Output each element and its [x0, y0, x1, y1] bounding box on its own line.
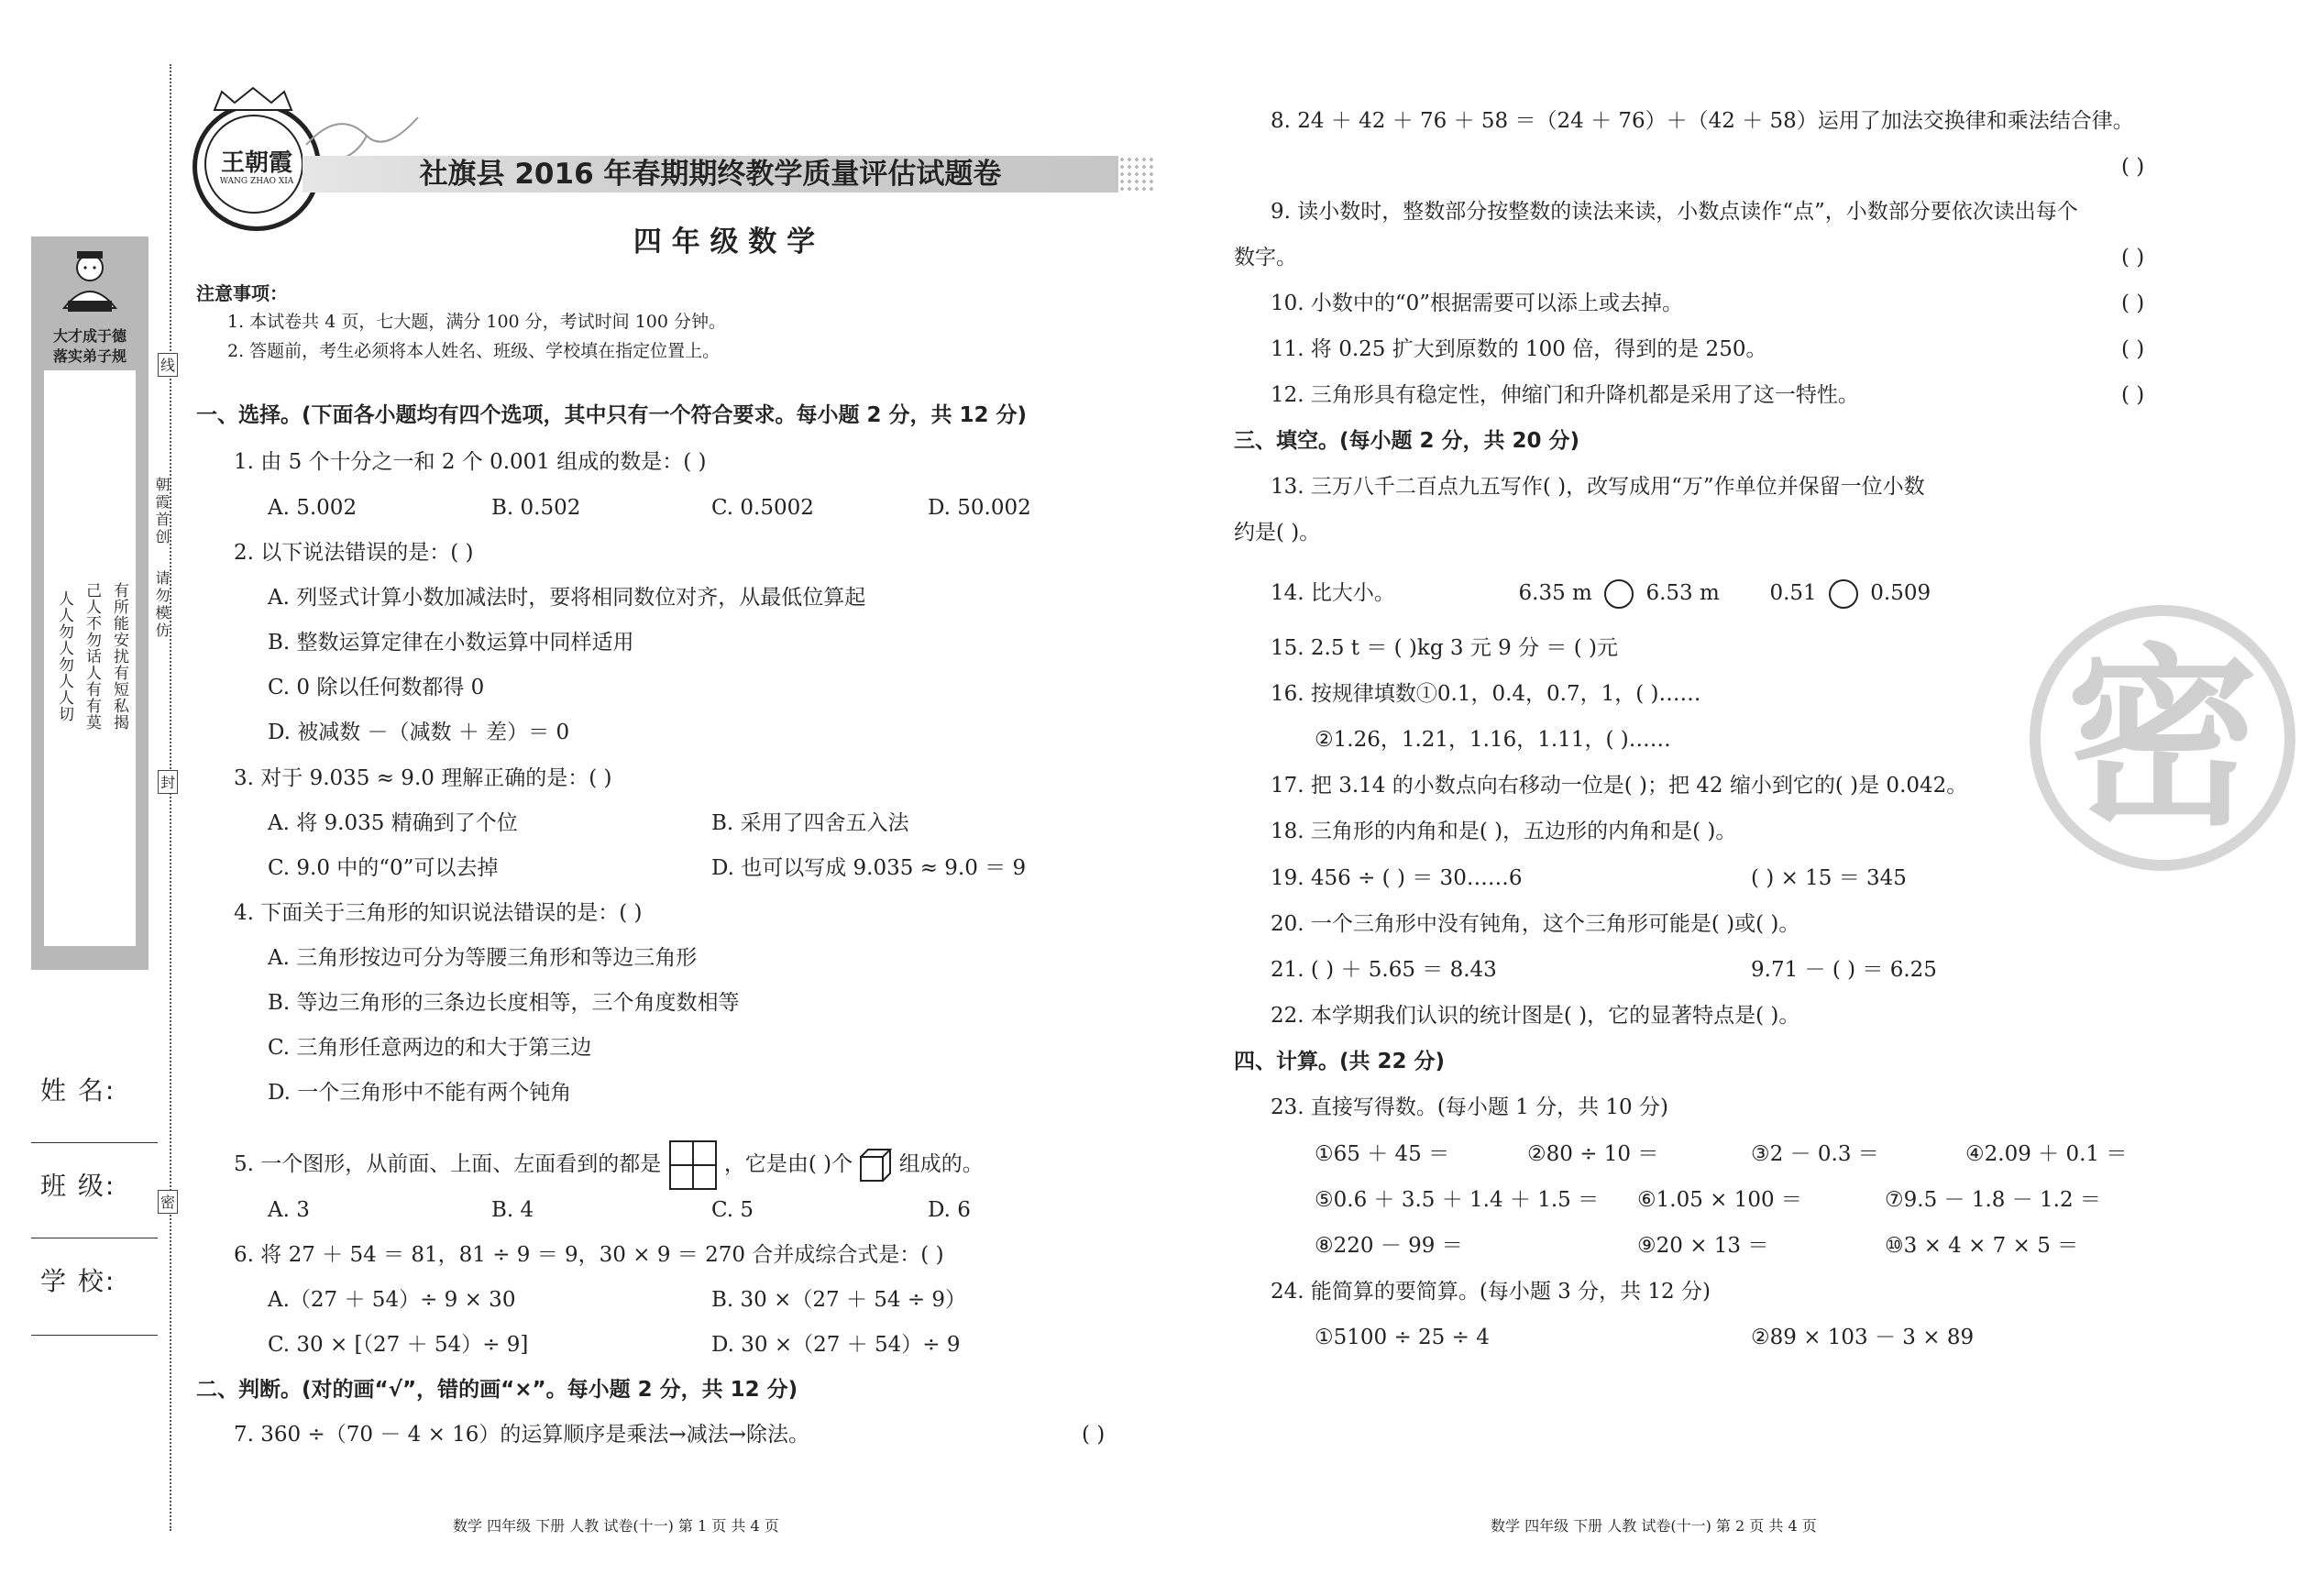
question-10: 10. 小数中的“0”根据需要可以添上或去掉。 — [1271, 292, 1684, 315]
scholar-illustration-icon — [51, 244, 128, 321]
q24-item-1: ①5100 ÷ 25 ÷ 4 — [1315, 1326, 1490, 1349]
question-7: 7. 360 ÷（70 － 4 × 16）的运算顺序是乘法→减法→除法。 — [234, 1423, 809, 1447]
q2-option-a[interactable]: A. 列竖式计算小数加减法时，要将相同数位对齐，从最低位算起 — [268, 586, 866, 610]
q4-option-b[interactable]: B. 等边三角形的三条边长度相等，三个角度数相等 — [268, 991, 740, 1015]
binding-mark-mid: 封 — [158, 770, 178, 794]
motto-bottom: 落实弟子规 — [52, 347, 127, 365]
school-line[interactable] — [31, 1335, 158, 1336]
section-4-heading: 四、计算。(共 22 分) — [1234, 1050, 1446, 1073]
title-band-dots — [1118, 156, 1155, 193]
q14-compare-circle-2[interactable] — [1829, 579, 1858, 609]
notice-heading: 注意事项： — [196, 282, 288, 304]
q5-text-c: 组成的。 — [898, 1152, 984, 1176]
q14-left-a: 6.35 m — [1518, 581, 1592, 605]
question-6: 6. 将 27 ＋ 54 ＝ 81，81 ÷ 9 ＝ 9，30 × 9 ＝ 270 合并成综合式是：( ) — [234, 1243, 944, 1267]
name-line[interactable] — [31, 1142, 158, 1143]
q11-answer-paren[interactable]: ( ) — [2121, 337, 2145, 361]
name-label: 姓 名: — [40, 1075, 116, 1106]
q7-answer-paren[interactable]: ( ) — [1082, 1423, 1106, 1447]
confidential-seal-text: 密 — [2065, 627, 2259, 852]
q14-compare-circle-1[interactable] — [1604, 579, 1634, 609]
question-15: 15. 2.5 t ＝ ( )kg 3 元 9 分 ＝ ( )元 — [1271, 636, 1618, 660]
q23-item-9: ⑨20 × 13 ＝ — [1637, 1234, 1769, 1258]
question-19a: 19. 456 ÷ ( ) ＝ 30……6 — [1271, 866, 1523, 890]
q14-right-a: 6.53 m — [1645, 581, 1720, 605]
q5-text-b: ，它是由( )个 — [723, 1152, 853, 1176]
motto-top: 大才成于德 — [52, 327, 127, 345]
q2-option-b[interactable]: B. 整数运算定律在小数运算中同样适用 — [268, 631, 634, 655]
notice-item-1: 1. 本试卷共 4 页，七大题，满分 100 分，考试时间 100 分钟。 — [227, 312, 727, 332]
q23-item-3: ③2 － 0.3 ＝ — [1751, 1142, 1879, 1166]
left-page-footer: 数学 四年级 下册 人教 试卷(十一) 第 1 页 共 4 页 — [453, 1517, 779, 1535]
question-17: 17. 把 3.14 的小数点向右移动一位是( )；把 42 缩小到它的( )是 0.042。 — [1271, 774, 1968, 798]
question-4: 4. 下面关于三角形的知识说法错误的是：( ) — [234, 901, 643, 925]
question-21b: 9.71 － ( ) ＝ 6.25 — [1751, 958, 1937, 982]
q5-text-a: 5. 一个图形，从前面、上面、左面看到的都是 — [234, 1152, 662, 1176]
q1-option-b[interactable]: B. 0.502 — [491, 496, 581, 520]
q14-label: 14. 比大小。 — [1271, 581, 1395, 605]
question-16-line1: 16. 按规律填数①0.1，0.4，0.7，1，( )…… — [1271, 682, 1701, 706]
question-9-line1: 9. 读小数时，整数部分按整数的读法来读，小数点读作“点”，小数部分要依次读出每个 — [1271, 200, 2078, 224]
q2-option-d[interactable]: D. 被减数 －（减数 ＋ 差）＝ 0 — [268, 721, 570, 744]
motto-column-2: 己人不勿话人有有莫 — [83, 582, 101, 731]
q23-item-5: ⑤0.6 ＋ 3.5 ＋ 1.4 ＋ 1.5 ＝ — [1315, 1188, 1600, 1212]
q23-item-8: ⑧220 － 99 ＝ — [1315, 1234, 1463, 1258]
question-19b: ( ) × 15 ＝ 345 — [1751, 866, 1907, 890]
question-23: 23. 直接写得数。(每小题 1 分，共 10 分) — [1271, 1095, 1668, 1119]
q23-item-7: ⑦9.5 － 1.8 － 1.2 ＝ — [1885, 1188, 2101, 1212]
section-3-heading: 三、填空。(每小题 2 分，共 20 分) — [1234, 429, 1580, 453]
q12-answer-paren[interactable]: ( ) — [2121, 383, 2145, 407]
q6-option-d[interactable]: D. 30 ×（27 ＋ 54）÷ 9 — [711, 1333, 961, 1357]
ribbon-decoration-icon — [303, 108, 422, 163]
section-1-heading: 一、选择。(下面各小题均有四个选项，其中只有一个符合要求。每小题 2 分，共 12 分) — [196, 403, 1028, 427]
q5-option-d[interactable]: D. 6 — [928, 1198, 971, 1222]
exam-title: 社旗县 2016 年春期期终教学质量评估试题卷 — [419, 158, 1002, 191]
q14-right-b: 0.509 — [1870, 581, 1931, 605]
q3-option-d[interactable]: D. 也可以写成 9.035 ≈ 9.0 ＝ 9 — [711, 856, 1027, 880]
two-square-view-icon — [668, 1139, 718, 1191]
q5-option-a[interactable]: A. 3 — [268, 1198, 310, 1222]
question-9-line2: 数字。 — [1234, 246, 1297, 270]
copyright-note-1: 朝霞首创 — [153, 477, 171, 546]
question-22: 22. 本学期我们认识的统计图是( )，它的显著特点是( )。 — [1271, 1004, 1800, 1028]
question-1: 1. 由 5 个十分之一和 2 个 0.001 组成的数是：( ) — [234, 450, 707, 474]
q9-answer-paren[interactable]: ( ) — [2121, 246, 2145, 270]
sidebar-motto-panel — [31, 237, 149, 970]
binding-mark-bottom: 密 — [158, 1190, 178, 1214]
notice-item-2: 2. 答题前，考生必须将本人姓名、班级、学校填在指定位置上。 — [227, 341, 721, 361]
question-2: 2. 以下说法错误的是：( ) — [234, 541, 474, 565]
q23-item-1: ①65 ＋ 45 ＝ — [1315, 1142, 1450, 1166]
q23-item-4: ④2.09 ＋ 0.1 ＝ — [1965, 1142, 2128, 1166]
motto-column-1: 人人勿人勿人人切 — [55, 590, 73, 722]
brand-logo-text: 王朝霞 — [220, 149, 292, 177]
q8-answer-paren[interactable]: ( ) — [2121, 155, 2145, 179]
q14-left-b: 0.51 — [1769, 581, 1817, 605]
class-label: 班 级: — [40, 1171, 116, 1201]
copyright-note-2: 请勿模仿 — [153, 570, 171, 640]
question-11: 11. 将 0.25 扩大到原数的 100 倍，得到的是 250。 — [1271, 337, 1767, 361]
q4-option-d[interactable]: D. 一个三角形中不能有两个钝角 — [268, 1081, 572, 1105]
q1-option-a[interactable]: A. 5.002 — [268, 496, 358, 520]
binding-mark-top: 线 — [158, 353, 178, 377]
q6-option-c[interactable]: C. 30 × [（27 ＋ 54）÷ 9] — [268, 1333, 529, 1357]
right-page-footer: 数学 四年级 下册 人教 试卷(十一) 第 2 页 共 4 页 — [1491, 1517, 1817, 1535]
school-label: 学 校: — [40, 1266, 116, 1296]
q5-option-c[interactable]: C. 5 — [711, 1198, 754, 1222]
q1-option-c[interactable]: C. 0.5002 — [711, 496, 814, 520]
q3-option-a[interactable]: A. 将 9.035 精确到了个位 — [268, 811, 518, 835]
motto-column-3: 有所能安扰有短私揭 — [110, 582, 128, 731]
q4-option-a[interactable]: A. 三角形按边可分为等腰三角形和等边三角形 — [268, 946, 698, 970]
question-18: 18. 三角形的内角和是( )，五边形的内角和是( )。 — [1271, 820, 1737, 843]
q3-option-c[interactable]: C. 9.0 中的“0”可以去掉 — [268, 856, 499, 880]
question-8: 8. 24 ＋ 42 ＋ 76 ＋ 58 ＝（24 ＋ 76）＋（42 ＋ 58）运用了加法交换律和乘法结合律。 — [1271, 109, 2134, 133]
motto-columns — [44, 370, 136, 946]
question-3: 3. 对于 9.035 ≈ 9.0 理解正确的是：( ) — [234, 766, 612, 790]
q23-item-10: ⑩3 × 4 × 7 × 5 ＝ — [1885, 1234, 2079, 1258]
logo-crown-icon — [209, 86, 297, 112]
q6-option-a[interactable]: A.（27 ＋ 54）÷ 9 × 30 — [268, 1288, 516, 1312]
question-5 — [234, 1139, 984, 1191]
question-13-line1: 13. 三万八千二百点九五写作( )，改写成用“万”作单位并保留一位小数 — [1271, 475, 1925, 499]
question-13-line2: 约是( )。 — [1234, 521, 1321, 545]
q2-option-c[interactable]: C. 0 除以任何数都得 0 — [268, 676, 485, 699]
cube-icon — [859, 1148, 892, 1183]
q10-answer-paren[interactable]: ( ) — [2121, 292, 2145, 315]
question-12: 12. 三角形具有稳定性，伸缩门和升降机都是采用了这一特性。 — [1271, 383, 1859, 407]
binding-dotted-line — [170, 64, 171, 1531]
q6-option-b[interactable]: B. 30 ×（27 ＋ 54 ÷ 9） — [711, 1288, 967, 1312]
section-2-heading: 二、判断。(对的画“√”，错的画“×”。每小题 2 分，共 12 分) — [196, 1378, 798, 1402]
q24-item-2: ②89 × 103 － 3 × 89 — [1751, 1326, 1975, 1349]
q4-option-c[interactable]: C. 三角形任意两边的和大于第三边 — [268, 1036, 592, 1060]
q3-option-b[interactable]: B. 采用了四舍五入法 — [711, 811, 909, 835]
q5-option-b[interactable]: B. 4 — [491, 1198, 534, 1222]
question-14 — [1271, 579, 1931, 609]
question-21a: 21. ( ) ＋ 5.65 ＝ 8.43 — [1271, 958, 1497, 982]
brand-logo — [193, 103, 321, 231]
exam-subtitle: 四 年 级 数 学 — [633, 226, 816, 259]
question-20: 20. 一个三角形中没有钝角，这个三角形可能是( )或( )。 — [1271, 912, 1800, 936]
q1-option-d[interactable]: D. 50.002 — [928, 496, 1031, 520]
question-16-line2: ②1.26，1.21，1.16，1.11，( )…… — [1315, 728, 1671, 752]
q23-item-6: ⑥1.05 × 100 ＝ — [1637, 1188, 1802, 1212]
brand-logo-subtext: WANG ZHAO XIA — [219, 177, 294, 186]
q23-item-2: ②80 ÷ 10 ＝ — [1527, 1142, 1659, 1166]
question-24: 24. 能简算的要简算。(每小题 3 分，共 12 分) — [1271, 1280, 1711, 1304]
confidential-seal-watermark — [2030, 605, 2295, 871]
